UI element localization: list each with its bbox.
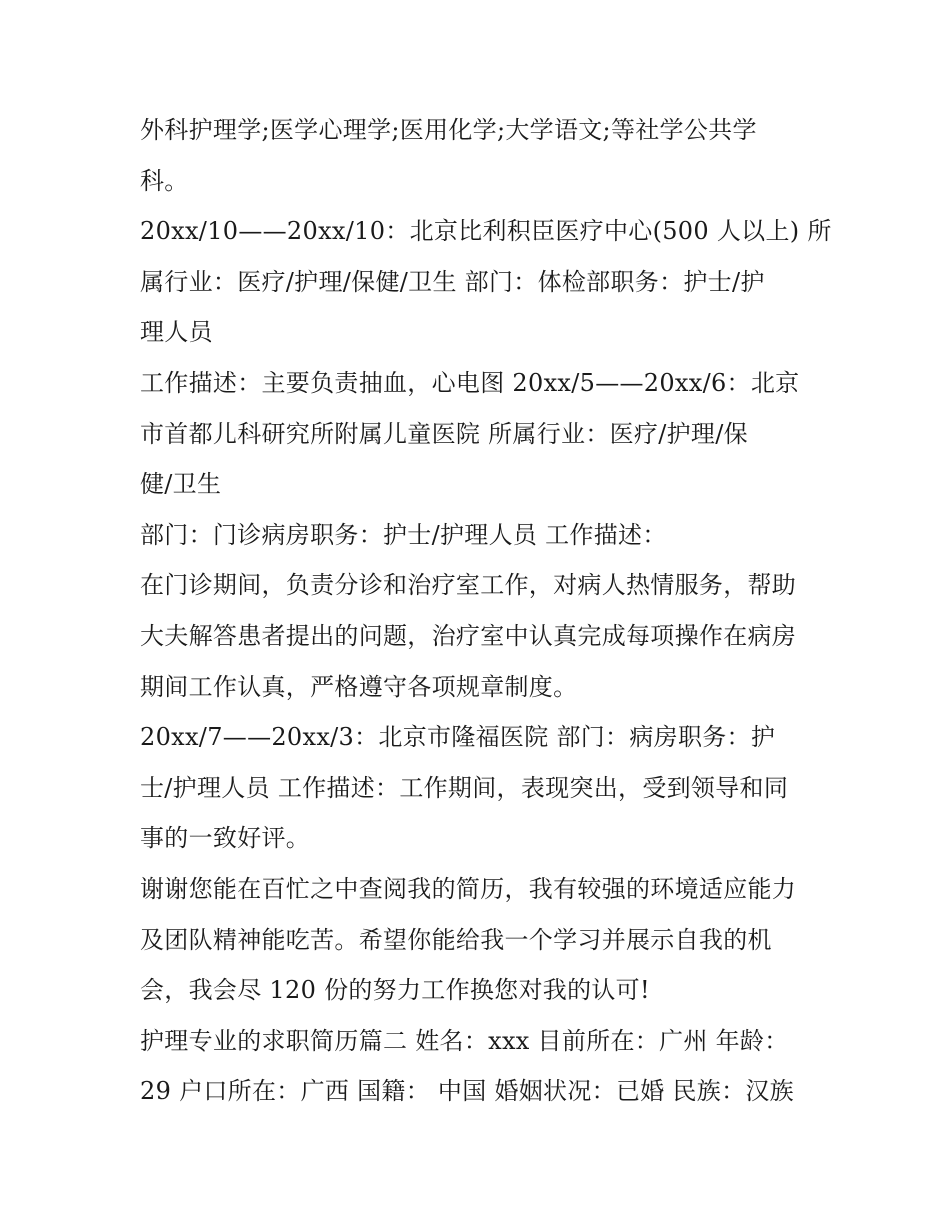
- text-line: 健/卫生: [140, 470, 222, 499]
- text-line: 29 户口所在：广西 国籍： 中国 婚姻状况：已婚 民族：汉族: [140, 1077, 794, 1106]
- text-line: 20xx/10——20xx/10：北京比利积臣医疗中心(500 人以上) 所: [140, 217, 832, 246]
- text-line: 谢谢您能在百忙之中查阅我的简历，我有较强的环境适应能力: [140, 875, 797, 903]
- text-line: 士/护理人员 工作描述：工作期间，表现突出，受到领导和同: [140, 773, 789, 802]
- text-line: 外科护理学;医学心理学;医用化学;大学语文;等社学公共学: [140, 116, 757, 144]
- text-line: 属行业：医疗/护理/保健/卫生 部门：体检部职务：护士/护: [140, 267, 765, 296]
- text-line: 20xx/7——20xx/3：北京市隆福医院 部门：病房职务：护: [140, 723, 776, 752]
- text-line: 工作描述：主要负责抽血，心电图 20xx/5——20xx/6：北京: [140, 369, 800, 397]
- text-line: 护理专业的求职简历篇二 姓名：xxx 目前所在：广州 年龄：: [140, 1026, 789, 1055]
- text-line: 理人员: [140, 318, 213, 347]
- text-line: 及团队精神能吃苦。希望你能给我一个学习并展示自我的机: [140, 925, 772, 954]
- text-line: 大夫解答患者提出的问题，治疗室中认真完成每项操作在病房: [140, 622, 797, 650]
- text-line: 期间工作认真，严格遵守各项规章制度。: [140, 672, 578, 701]
- text-line: 市首都儿科研究所附属儿童医院 所属行业：医疗/护理/保: [140, 419, 748, 448]
- text-line: 科。: [140, 166, 189, 195]
- text-line: 在门诊期间，负责分诊和治疗室工作，对病人热情服务，帮助: [140, 571, 797, 600]
- text-line: 会，我会尽 120 份的努力工作换您对我的认可!: [140, 976, 650, 1005]
- text-line: 部门：门诊病房职务：护士/护理人员 工作描述：: [140, 520, 667, 549]
- text-line: 事的一致好评。: [140, 824, 311, 853]
